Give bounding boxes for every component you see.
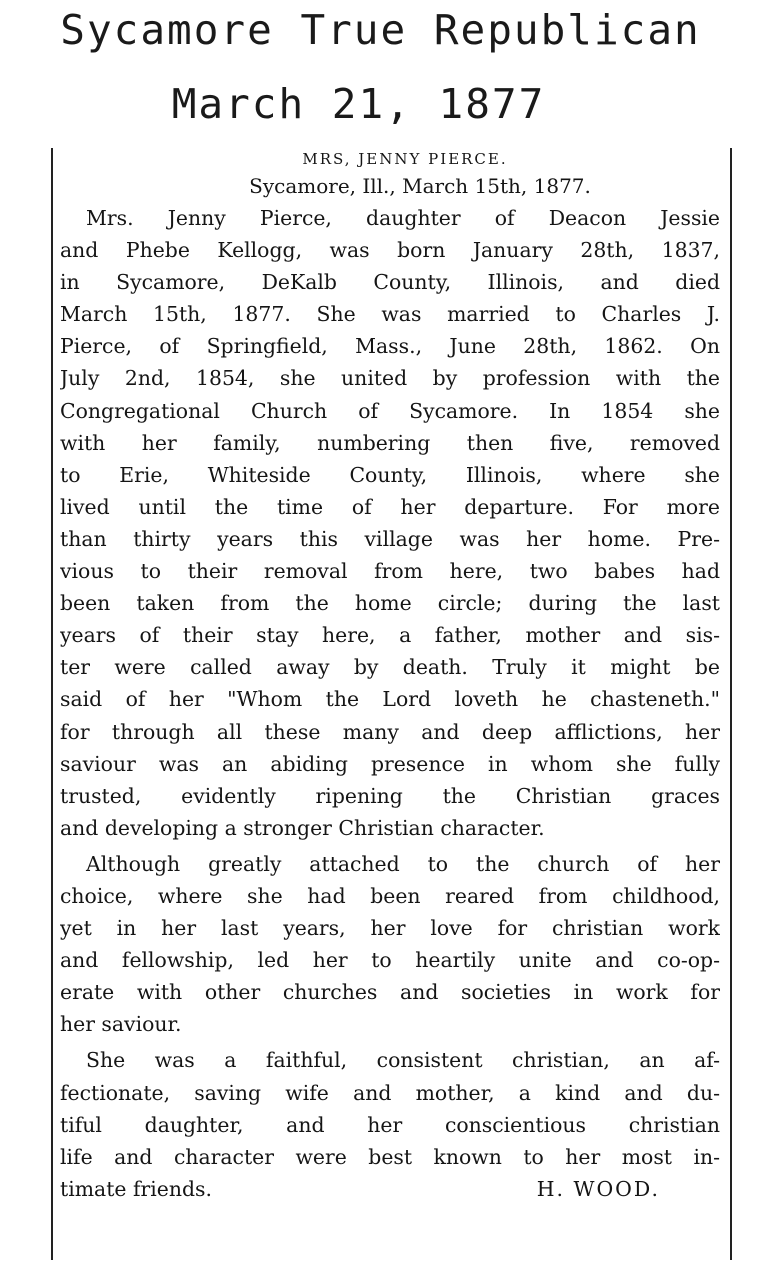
text-line: Congregational Church of Sycamore. In 1854 she <box>60 398 720 423</box>
text-line: vious to their removal from here, two babes had <box>60 559 720 584</box>
text-line: July 2nd, 1854, she united by profession with the <box>60 366 720 391</box>
text-line: life and character were best known to her most in- <box>60 1144 720 1169</box>
text-line: tiful daughter, and her conscientious christian <box>60 1112 720 1137</box>
publication-date: March 21, 1877 <box>171 80 546 128</box>
text-line: ter were called away by death. Truly it might be <box>60 655 720 680</box>
text-line: yet in her last years, her love for christian work <box>60 916 720 941</box>
closing-text: timate friends. <box>60 1176 212 1201</box>
column-rule-left <box>51 148 53 1260</box>
article-dateline: Sycamore, Ill., March 15th, 1877. <box>249 174 591 198</box>
article-headline: MRS, JENNY PIERCE. <box>302 150 508 168</box>
text-line: saviour was an abiding presence in whom she fully <box>60 751 720 776</box>
column-rule-right <box>730 148 732 1260</box>
text-line: Pierce, of Springfield, Mass., June 28th, 1862. On <box>60 334 720 359</box>
text-line: fectionate, saving wife and mother, a kind and du- <box>60 1080 720 1105</box>
newspaper-clipping <box>60 150 720 1209</box>
text-line-with-signature <box>60 1173 720 1205</box>
text-line: in Sycamore, DeKalb County, Illinois, and died <box>60 270 720 295</box>
text-line: March 15th, 1877. She was married to Charles J. <box>60 302 720 327</box>
text-line: her saviour. <box>60 1012 182 1037</box>
text-line: Mrs. Jenny Pierce, daughter of Deacon Jessie <box>86 206 720 230</box>
text-line: She was a faithful, consistent christian, an af- <box>86 1048 720 1073</box>
text-line: Although greatly attached to the church of her <box>86 851 720 876</box>
text-line: and Phebe Kellogg, was born January 28th, 1837, <box>60 238 720 263</box>
author-signature: H. WOOD. <box>536 1176 660 1201</box>
publication-title: Sycamore True Republican <box>60 6 701 54</box>
text-line: for through all these many and deep afflictions, her <box>60 719 720 744</box>
text-line: with her family, numbering then five, removed <box>60 430 720 455</box>
text-line: and fellowship, led her to heartily unite and co-op- <box>60 948 720 973</box>
text-line: erate with other churches and societies in work for <box>60 980 720 1005</box>
text-line: years of their stay here, a father, mother and sis- <box>60 623 720 648</box>
text-line: to Erie, Whiteside County, Illinois, where she <box>60 462 720 487</box>
text-line: lived until the time of her departure. For more <box>60 494 720 519</box>
text-line: than thirty years this village was her home. Pre- <box>60 526 720 551</box>
paragraph-2 <box>60 848 720 1041</box>
paragraph-1 <box>60 202 720 844</box>
text-line: choice, where she had been reared from childhood, <box>60 883 720 908</box>
text-line: been taken from the home circle; during the last <box>60 591 720 616</box>
paragraph-3 <box>60 1044 720 1204</box>
text-line: and developing a stronger Christian character. <box>60 815 545 840</box>
text-line: trusted, evidently ripening the Christian graces <box>60 783 720 808</box>
text-line: said of her "Whom the Lord loveth he chasteneth." <box>60 687 720 712</box>
